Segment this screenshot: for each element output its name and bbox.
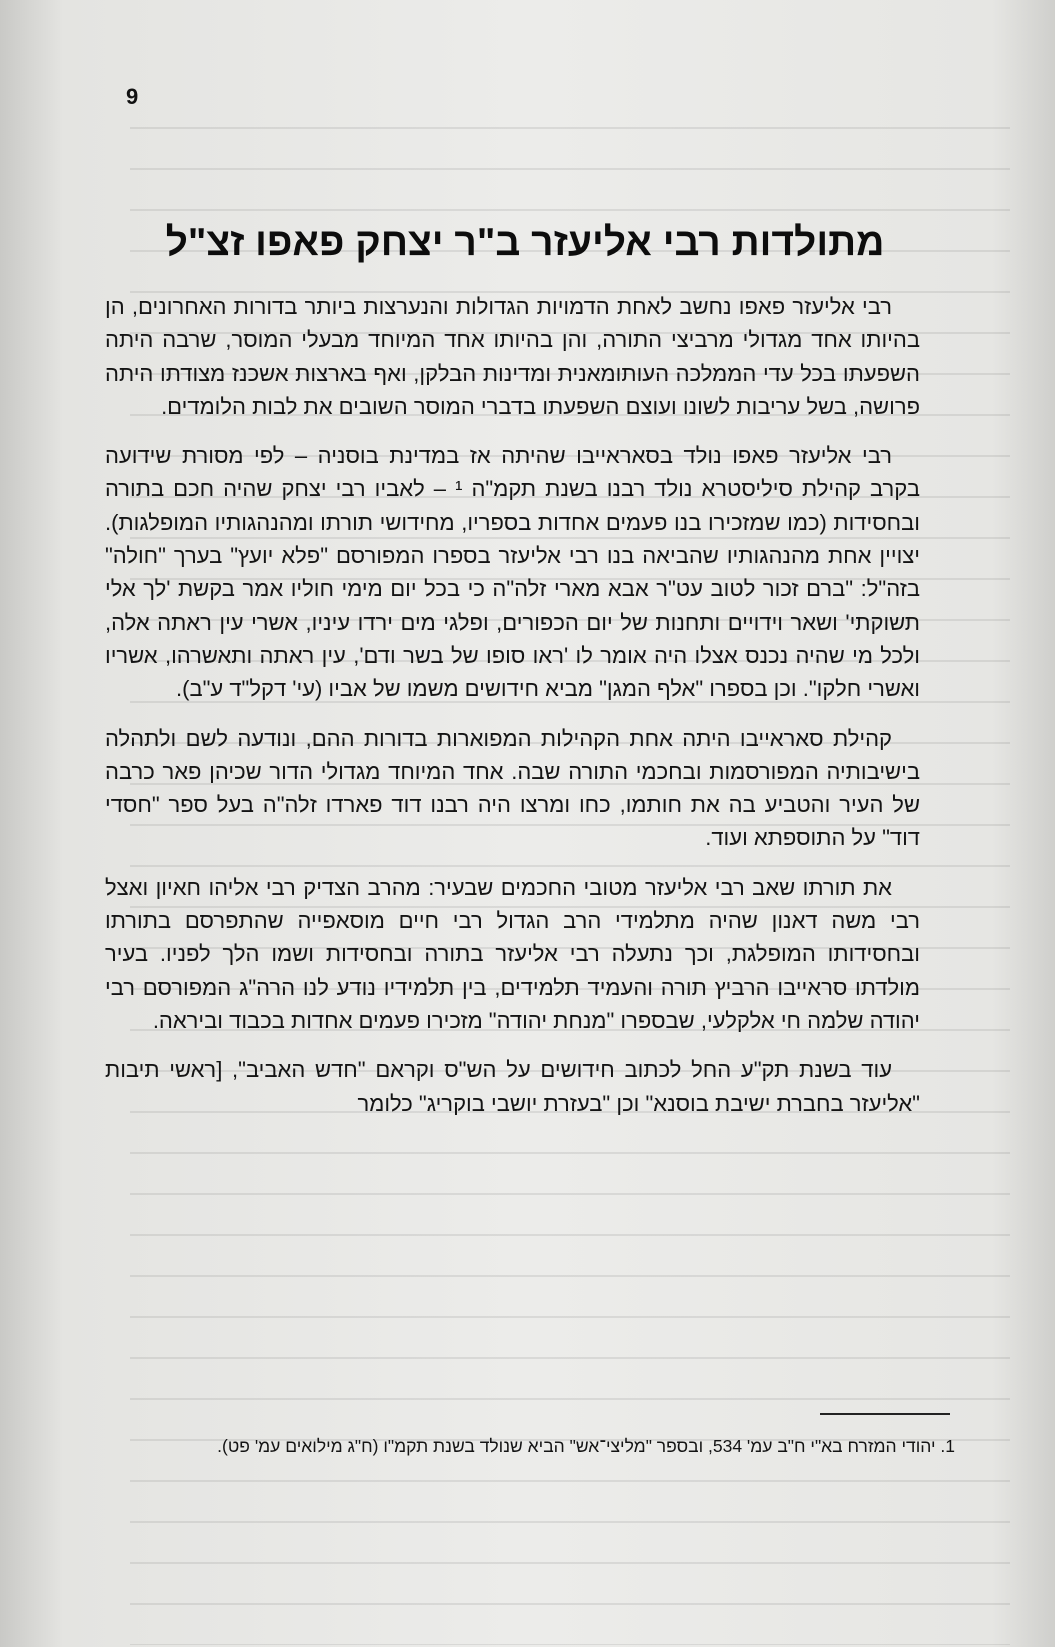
paragraph: רבי אליעזר פאפו נולד בסאראייבו שהיתה אז במדינת בוסניה – לפי מסורת שידועה בקרב קהילת סיליסטרא נולד רבנו בשנת תקמ"ה ¹ – לאביו רבי יצחק שהיה חכם בתורה ובחסידות (כמו שמזכירו בנו פעמים אחדות בספריו, מחידושי תורתו ומהנהגותיו המופלגות). יצויין אחת מהנהגותיו שהביאה בנו רבי אליעזר בספרו המפורסם "פלא יועץ" בערך "חולה" בזה"ל: "ברם זכור לטוב עט"ר אבא מארי זלה"ה כי בכל יום מימי חוליו אמר בקשת 'לך אלי תשוקתי' ושאר וידויים ותחנות של יום הכפורים, ופלגי מים ירדו עיניו, אשרי עין ראתה אלה, ולכל מי שהיה נכנס אצלו היה אומר לו 'ראו סופו של בשר ודם', עין ראתה ותאשרהו, אשריו ואשרי חלקו". וכן בספרו "אלף המגן" מביא חידושים משמו של אביו (עי' דקל"ד ע"ב). [105, 443, 920, 702]
paragraph: עוד בשנת תק"ע החל לכתוב חידושים על הש"ס וקראם "חדש האביב", [ראשי תיבות "אליעזר בחברת ישיבת בוסנא" וכן "בעזרת יושבי בוקריג" כלומר [105, 1057, 920, 1116]
footnote: 1. יהודי המזרח בא"י ח"ב עמ' 534, ובספר "מליצי־אש" הביא שנולד בשנת תקמ"ו (ח"ג מילואים עמ' פט). [217, 1436, 955, 1456]
page-number: 9 [126, 84, 139, 109]
paragraph: את תורתו שאב רבי אליעזר מטובי החכמים שבעיר: מהרב הצדיק רבי אליהו חאיון ואצל רבי משה דאנון שהיה מתלמידי הרב הגדול רבי חיים מוסאפייה שהתפרסם בתורתו ובחסידותו המופלגת, וכך נתעלה רבי אליעזר בתורה ובחסידות ושמו הלך לפניו. בעיר מולדתו סראייבו הרביץ תורה והעמיד תלמידים, בין תלמידיו נודע לנו הרה"ג המפורסם רבי יהודה שלמה חי אלקלעי, שבספרו "מנחת יהודה" מזכירו פעמים אחדות בכבוד וביראה. [105, 874, 920, 1033]
body-text [105, 290, 920, 1120]
paragraph: קהילת סאראייבו היתה אחת הקהילות המפוארות בדורות ההם, ונודעה לשם ולתהלה בישיבותיה המפורסמות ובחכמי התורה שבה. אחד המיוחד מגדולי הדור שכיהן פאר כרבה של העיר והטביע בה את חותמו, כחו ומרצו היה רבנו דוד פארדו זלה"ה בעל ספר "חסדי דוד" על התוספתא ועוד. [105, 725, 920, 851]
footnote-separator [820, 1413, 950, 1415]
chapter-title: מתולדות רבי אליעזר ב"ר יצחק פאפו זצ"ל [165, 221, 885, 264]
paragraph: רבי אליעזר פאפו נחשב לאחת הדמויות הגדולות והנערצות ביותר בדורות האחרונים, הן בהיותו אחד מגדולי מרביצי התורה, והן בהיותו אחד המיוחד מבעלי המוסר, שרבה היתה השפעתו בכל עדי הממלכה העותומאנית ומדינות הבלקן, ואף בארצות אשכנז מצודתו היתה פרושה, בשל עריבות לשונו ועוצם השפעתו בדברי המוסר השובים את לבות הלומדים. [105, 294, 920, 419]
